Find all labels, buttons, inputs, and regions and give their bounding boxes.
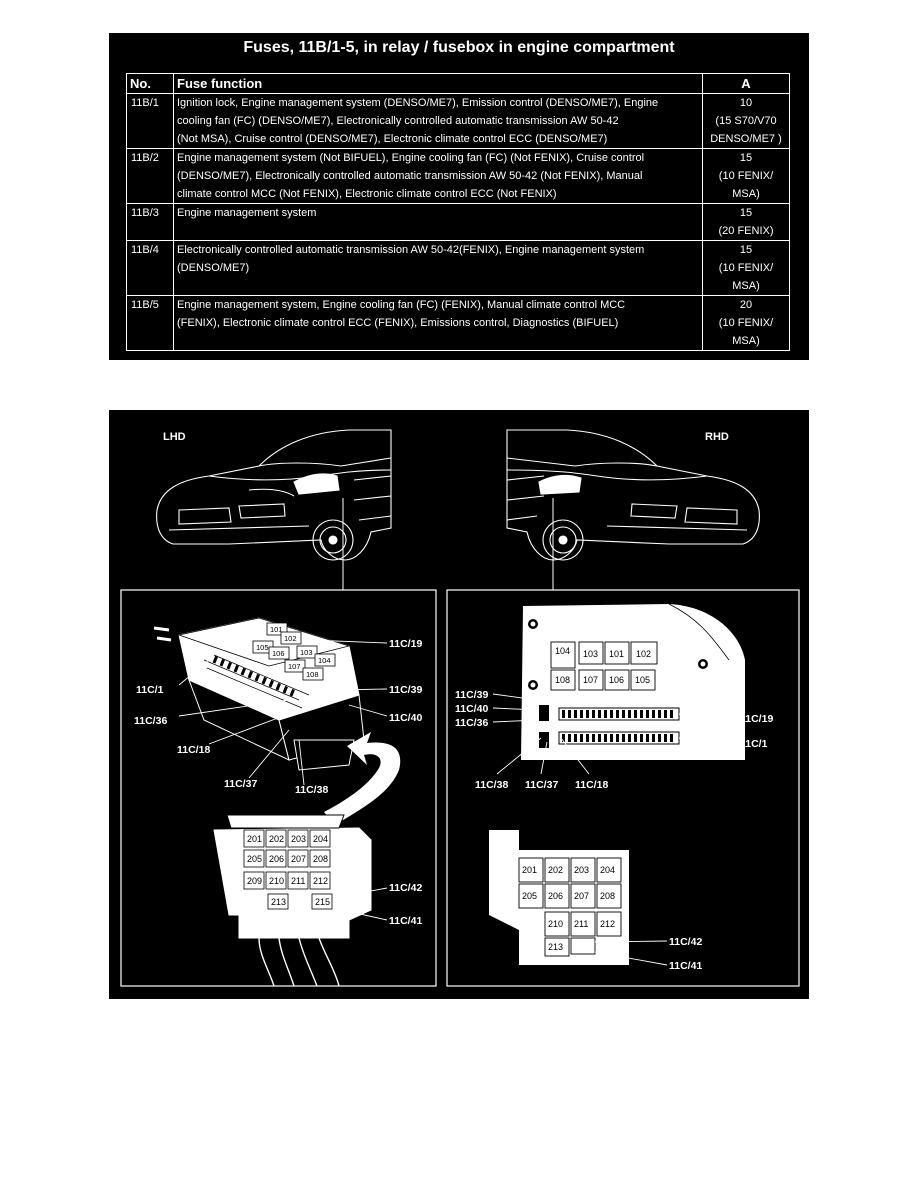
callout-label: 11C/38: [295, 784, 329, 796]
callout-label: 11C/18: [177, 744, 211, 756]
fuse-label: 203: [291, 834, 307, 844]
relay-label: 106: [609, 675, 625, 685]
fuse-label: 201: [522, 865, 538, 875]
table-row: [127, 149, 790, 204]
fuse-amps: [703, 241, 790, 296]
fuse-label: 215: [315, 897, 331, 907]
function-line: (DENSO/ME7): [177, 262, 250, 274]
header-fuse-function: Fuse function: [174, 74, 703, 94]
callout-label: 11C/1: [740, 738, 768, 750]
rhd-label: RHD: [705, 431, 729, 443]
relay-label: 101: [270, 625, 283, 634]
relay-label: 104: [555, 646, 571, 656]
amps-line: (20 FENIX): [718, 225, 774, 237]
table-row: [127, 241, 790, 296]
callout-label: 11C/40: [389, 712, 423, 724]
relay-label: 108: [555, 675, 571, 685]
fuse-label: 203: [574, 865, 590, 875]
table-row: [127, 94, 790, 149]
fuse-function: [174, 296, 703, 351]
fuse-label: 204: [313, 834, 329, 844]
fuse-label: 211: [291, 876, 306, 886]
fuse-label: 208: [313, 854, 329, 864]
fuse-label: 202: [269, 834, 285, 844]
function-line: Electronically controlled automatic transmission AW 50-42(FENIX), Engine management system: [177, 244, 645, 256]
fuse-number: 11B/3: [127, 204, 174, 241]
fuse-label: 210: [548, 919, 564, 929]
fuse-label: 212: [600, 919, 616, 929]
amps-line: 15: [739, 152, 753, 164]
fuse-number: 11B/5: [127, 296, 174, 351]
relay-label: 107: [288, 662, 301, 671]
fuse-label: 213: [271, 897, 287, 907]
relay-label: 107: [583, 675, 599, 685]
amps-line: DENSO/ME7 ): [710, 133, 782, 145]
fuse-label: 212: [313, 876, 329, 886]
fuse-label: 208: [600, 891, 616, 901]
relay-label: 106: [272, 649, 285, 658]
relay-label: 105: [635, 675, 651, 685]
fuse-label: 209: [247, 876, 263, 886]
callout-label: 11C/36: [455, 717, 489, 729]
fusebox-diagram: [109, 410, 809, 999]
relay-label: 108: [306, 670, 319, 679]
function-line: (Not MSA), Cruise control (DENSO/ME7), Electronic climate control ECC (DENSO/ME7): [177, 133, 608, 145]
relay-label: 103: [300, 648, 313, 657]
amps-line: MSA): [732, 280, 760, 292]
fuse-function: [174, 204, 703, 241]
lhd-label: LHD: [163, 431, 186, 443]
fuse-label: 205: [247, 854, 263, 864]
fuse-label: 210: [269, 876, 285, 886]
callout-label: 11C/1: [136, 684, 164, 696]
fuse-table-panel: [109, 33, 809, 360]
rhd-lower-fusebox: [489, 830, 629, 965]
amps-line: 15: [739, 244, 753, 256]
function-line: Engine management system: [177, 207, 317, 219]
header-amps: A: [703, 74, 790, 94]
fuse-table: [126, 73, 790, 351]
fuse-label: 206: [548, 891, 564, 901]
callout-label: 11C/38: [475, 779, 509, 791]
fuse-amps: [703, 204, 790, 241]
fuse-label: 213: [548, 942, 564, 952]
amps-line: (10 FENIX/: [718, 170, 774, 182]
fusebox-diagram-panel: [109, 410, 809, 999]
function-line: (FENIX), Electronic climate control ECC (FENIX), Emissions control, Diagnostics (BIFUEL): [177, 317, 619, 329]
fuse-function: [174, 241, 703, 296]
header-no: No.: [127, 74, 174, 94]
fuse-label: 207: [574, 891, 590, 901]
table-row: [127, 204, 790, 241]
callout-label: 11C/36: [134, 715, 168, 727]
fuse-label: 207: [291, 854, 307, 864]
relay-label: 101: [609, 649, 625, 659]
fuse-number: 11B/2: [127, 149, 174, 204]
fuse-amps: [703, 296, 790, 351]
table-title: Fuses, 11B/1-5, in relay / fusebox in engine compartment: [243, 39, 675, 56]
fuse-label: 201: [247, 834, 263, 844]
table-header-row: [127, 74, 790, 94]
relay-label: 102: [636, 649, 652, 659]
callout-label: 11C/37: [224, 778, 258, 790]
callout-label: 11C/41: [669, 960, 703, 972]
fuse-amps: [703, 94, 790, 149]
callout-label: 11C/42: [389, 882, 423, 894]
fuse-number: 11B/1: [127, 94, 174, 149]
rhd-car-illustration: [507, 430, 759, 560]
amps-line: 10: [739, 97, 753, 109]
fuse-label: 202: [548, 865, 564, 875]
amps-line: 20: [739, 299, 753, 311]
lhd-lower-fusebox: [214, 815, 371, 986]
callout-label: 11C/39: [455, 689, 489, 701]
callout-label: 11C/18: [575, 779, 609, 791]
callout-label: 11C/40: [455, 703, 489, 715]
rhd-upper-fusebox: [521, 604, 745, 760]
fuse-label: 205: [522, 891, 538, 901]
amps-line: 15: [739, 207, 753, 219]
callout-label: 11C/42: [669, 936, 703, 948]
relay-label: 105: [256, 643, 269, 652]
relay-label: 102: [284, 634, 297, 643]
amps-line: MSA): [732, 335, 760, 347]
function-line: Engine management system (Not BIFUEL), Engine cooling fan (FC) (Not FENIX), Cruise control: [177, 152, 645, 164]
callout-label: 11C/19: [389, 638, 423, 650]
fuse-function: [174, 94, 703, 149]
amps-line: (15 S70/V70: [715, 115, 777, 127]
fuse-label: 206: [269, 854, 285, 864]
function-line: (DENSO/ME7), Electronically controlled automatic transmission AW 50-42 (Not FENIX), Manual: [177, 170, 643, 182]
callout-label: 11C/39: [389, 684, 423, 696]
table-row: [127, 296, 790, 351]
fuse-label: 204: [600, 865, 616, 875]
relay-label: 104: [318, 656, 331, 665]
function-line: cooling fan (FC) (DENSO/ME7), Electronically controlled automatic transmission AW 50-42: [177, 115, 619, 127]
function-line: Ignition lock, Engine management system (DENSO/ME7), Emission control (DENSO/ME7), Engine: [177, 97, 659, 109]
callout-label: 11C/19: [740, 713, 774, 725]
function-line: Engine management system, Engine cooling fan (FC) (FENIX), Manual climate control MCC: [177, 299, 626, 311]
fuse-number: 11B/4: [127, 241, 174, 296]
amps-line: (10 FENIX/: [718, 317, 774, 329]
callout-label: 11C/37: [525, 779, 559, 791]
fuse-function: [174, 149, 703, 204]
callout-label: 11C/41: [389, 915, 423, 927]
fuse-label: 211: [574, 919, 589, 929]
relay-label: 103: [583, 649, 599, 659]
lhd-car-illustration: [157, 430, 391, 560]
amps-line: MSA): [732, 188, 760, 200]
amps-line: (10 FENIX/: [718, 262, 774, 274]
function-line: climate control MCC (Not FENIX), Electronic climate control ECC (Not FENIX): [177, 188, 557, 200]
fuse-amps: [703, 149, 790, 204]
